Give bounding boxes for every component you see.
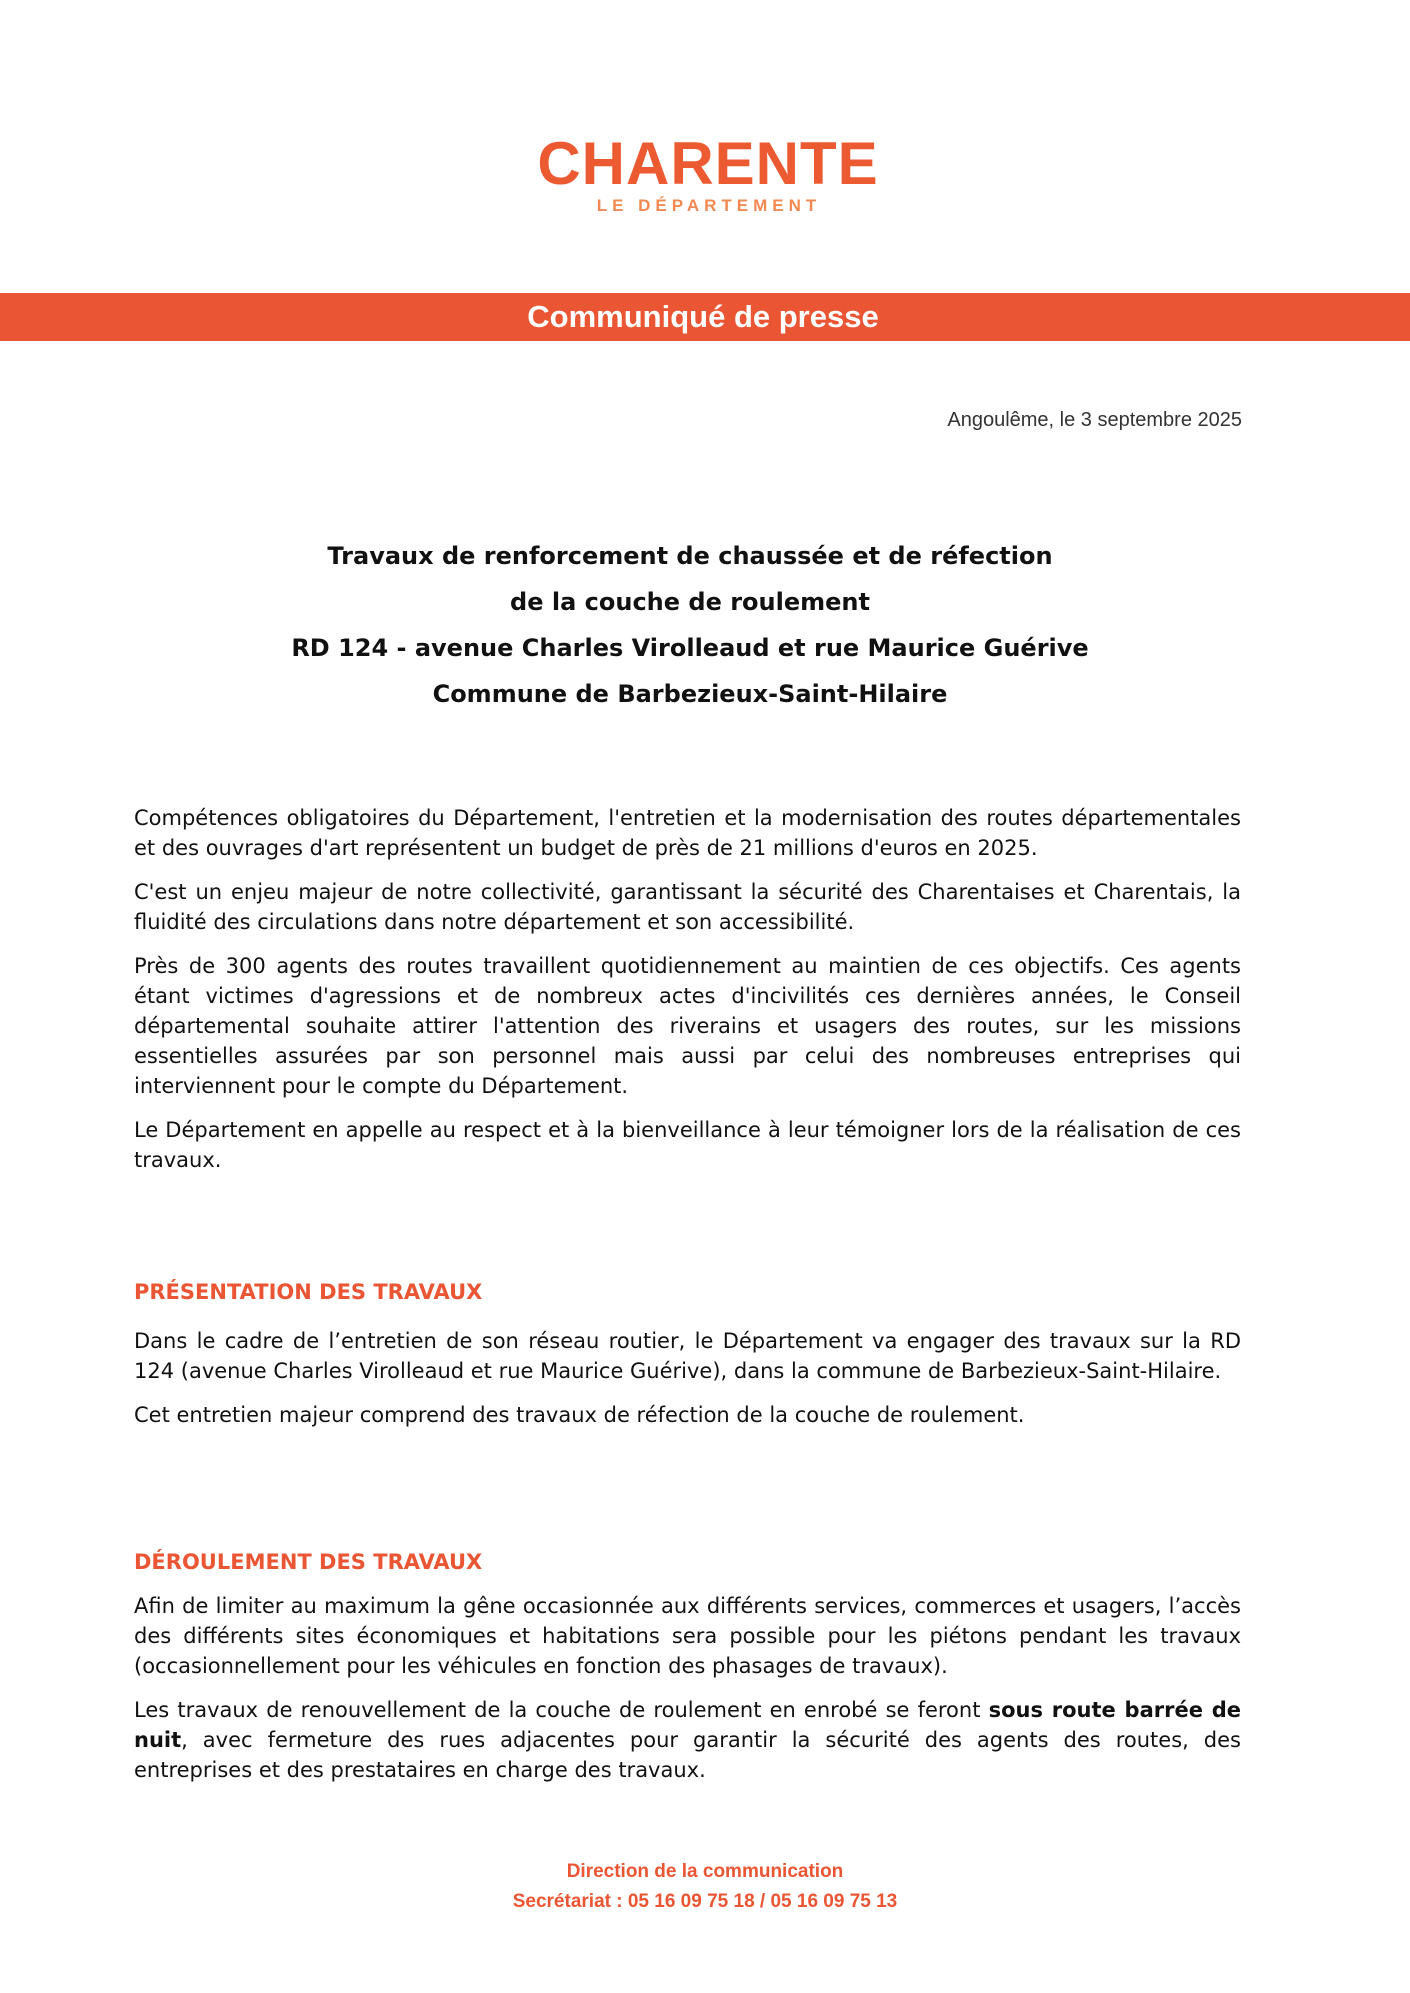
presentation-content <box>134 1326 1241 1444</box>
emphasis-text: sous route barrée de nuit <box>134 1698 1241 1752</box>
intro-paragraph: Près de 300 agents des routes travaillent quotidiennement au maintien de ces objectifs. Ces agents étant victimes d'agressions et de nombreux actes d'incivilités ces dernières années, le Conseil départemental souhaite attirer l'attention des riverains et usagers des routes, sur les missions essentielles assurées par son personnel mais aussi par celui des nombreuses entreprises qui interviennent pour le compte du Département. <box>134 954 1241 1098</box>
deroulement-content <box>134 1591 1241 1799</box>
deroulement-paragraph <box>134 1695 1241 1785</box>
release-date: Angoulême, le 3 septembre 2025 <box>947 409 1242 431</box>
footer-department: Direction de la communication <box>566 1861 844 1882</box>
intro-section <box>134 803 1241 1189</box>
logo-name: CHARENTE <box>537 130 879 197</box>
section-heading: DÉROULEMENT DES TRAVAUX <box>134 1550 483 1574</box>
paragraph-text: Les travaux de renouvellement de la couche de roulement en enrobé se feront <box>134 1698 989 1722</box>
intro-paragraph: Le Département en appelle au respect et à la bienveillance à leur témoigner lors de la réalisation de ces travaux. <box>134 1118 1241 1172</box>
deroulement-section <box>134 1550 1241 1574</box>
contact-footer <box>0 1857 1410 1917</box>
logo-subtitle: LE DÉPARTEMENT <box>596 196 822 215</box>
document-title <box>130 533 1250 717</box>
intro-paragraph: C'est un enjeu majeur de notre collectivité, garantissant la sécurité des Charentaises et Charentais, la fluidité des circulations dans notre département et son accessibilité. <box>134 880 1241 934</box>
paragraph-text: , avec fermeture des rues adjacentes pour garantir la sécurité des agents des routes, des entreprises et des prestataires en charge des travaux. <box>134 1728 1241 1782</box>
presentation-paragraph: Dans le cadre de l’entretien de son réseau routier, le Département va engager des travaux sur la RD 124 (avenue Charles Virolleaud et rue Maurice Guérive), dans la commune de Barbezieux-Saint-Hilaire. <box>134 1329 1241 1383</box>
title-line: de la couche de roulement <box>510 588 870 616</box>
title-line: RD 124 - avenue Charles Virolleaud et rue Maurice Guérive <box>291 634 1089 662</box>
footer-phone: Secrétariat : 05 16 09 75 18 / 05 16 09 75 13 <box>512 1891 898 1912</box>
deroulement-paragraph: Afin de limiter au maximum la gêne occasionnée aux différents services, commerces et usagers, l’accès des différents sites économiques et habitations sera possible pour les piétons pendant les travaux (occasionnellement pour les véhicules en fonction des phasages de travaux). <box>134 1594 1241 1678</box>
title-line: Travaux de renforcement de chaussée et de réfection <box>327 542 1053 570</box>
intro-paragraph: Compétences obligatoires du Département, l'entretien et la modernisation des routes départementales et des ouvrages d'art représentent un budget de près de 21 millions d'euros en 2025. <box>134 806 1241 860</box>
presentation-section <box>134 1280 1241 1304</box>
presentation-paragraph: Cet entretien majeur comprend des travaux de réfection de la couche de roulement. <box>134 1403 1025 1427</box>
press-release-banner <box>0 293 1410 341</box>
title-line: Commune de Barbezieux-Saint-Hilaire <box>432 680 948 708</box>
section-heading: PRÉSENTATION DES TRAVAUX <box>134 1280 483 1304</box>
banner-title: Communiqué de presse <box>527 299 879 334</box>
charente-logo <box>0 130 1410 216</box>
